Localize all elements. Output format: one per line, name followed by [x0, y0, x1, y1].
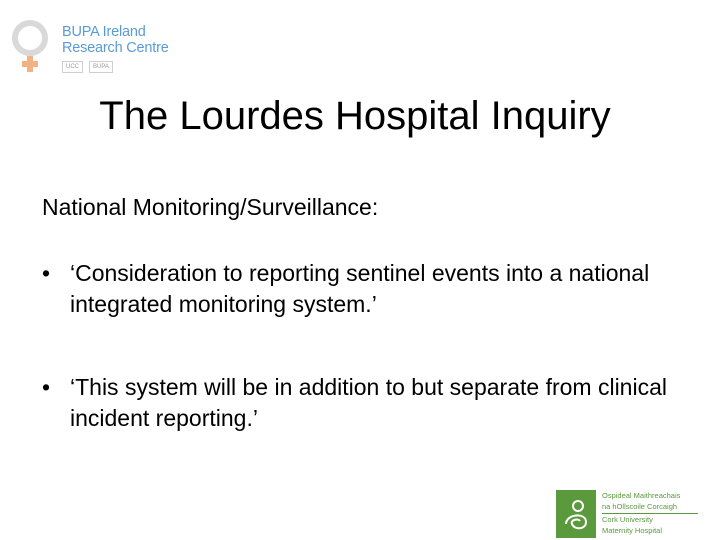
bullet-item: [42, 372, 682, 438]
logo-line-2: Research Centre: [62, 40, 169, 56]
partner-logos: [62, 60, 113, 74]
hospital-name: [602, 491, 714, 536]
hospital-name-english-2: Maternity Hospital: [602, 525, 663, 535]
bullet-text: ‘Consideration to reporting sentinel events into a national integrated monitoring system.’: [70, 260, 650, 317]
partner-logo-ucc: UCC: [62, 61, 83, 73]
slide-title: The Lourdes Hospital Inquiry: [99, 94, 611, 138]
mother-child-icon: [556, 490, 596, 538]
bullet-text: ‘This system will be in addition to but separate from clinical incident reporting.’: [70, 374, 667, 431]
logo-line-1: BUPA Ireland: [62, 24, 146, 40]
bullet-marker: •: [42, 260, 51, 286]
bullet-marker: •: [42, 374, 51, 400]
logo-divider: [602, 513, 698, 514]
partner-logo-bupa: BUPA: [89, 61, 113, 73]
bupa-research-centre-logo: [10, 18, 190, 78]
bullet-item: [42, 258, 682, 324]
hospital-name-english-1: Cork University: [602, 515, 653, 524]
hospital-name-irish-1: Ospideal Maithreachais: [602, 491, 681, 500]
hospital-name-irish-2: na hOllscoile Corcaigh: [602, 501, 678, 511]
slide-subheading: National Monitoring/Surveillance:: [42, 194, 379, 220]
cork-maternity-hospital-logo: [556, 490, 716, 538]
venus-symbol-icon: [10, 18, 54, 76]
